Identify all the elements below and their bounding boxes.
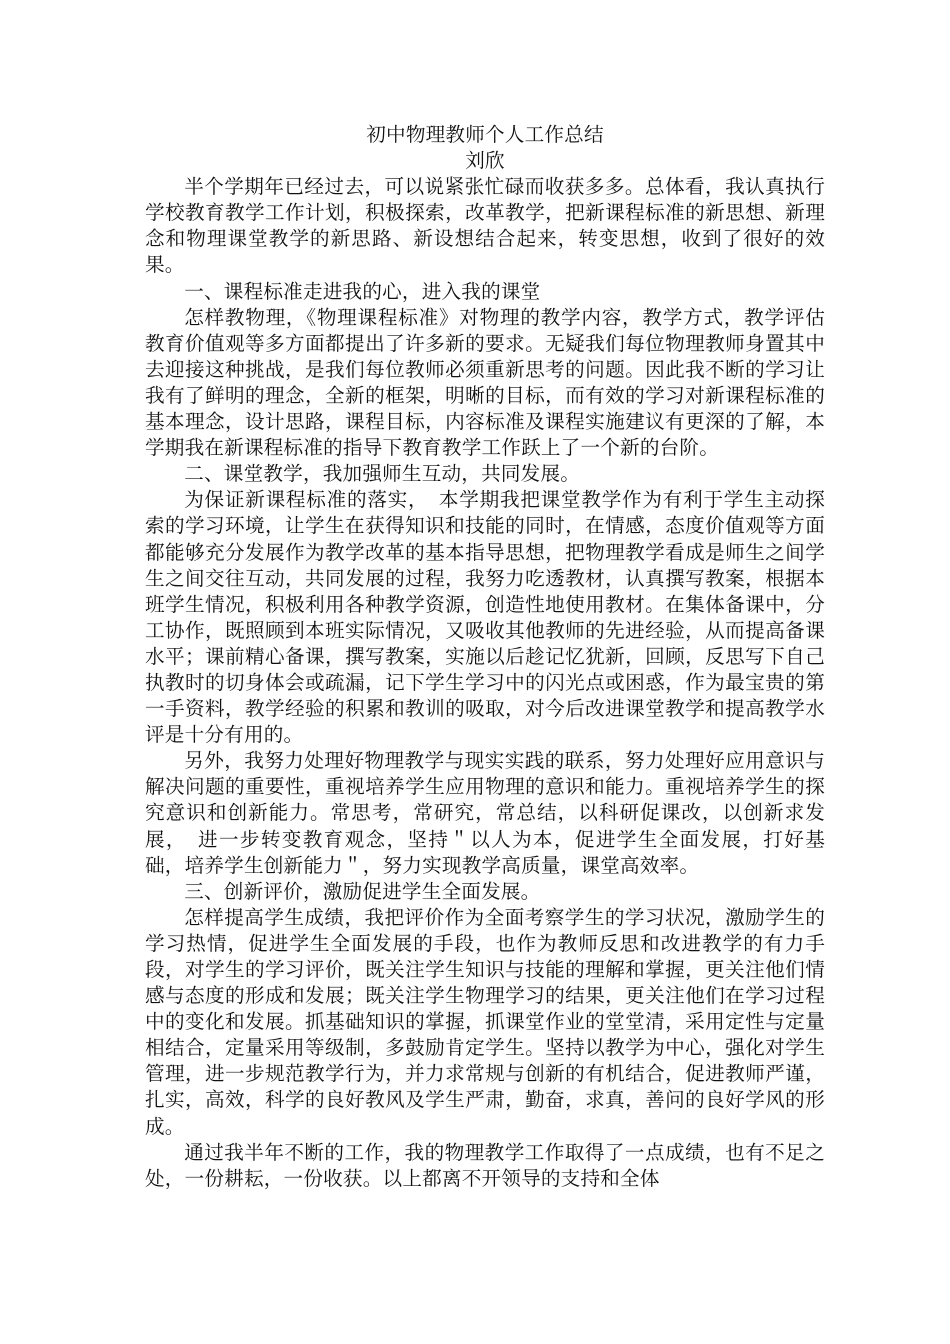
document-title: 初中物理教师个人工作总结 — [366, 123, 604, 146]
intro-paragraph: 半个学期年已经过去，可以说紧张忙碌而收获多多。总体看，我认真执行学校教育教学工作计划，积极探索，改革教学，把新课程标准的新思想、新理念和物理课堂教学的新思路、新设想结合起来，转变思想，收到了很好的效果。 — [145, 175, 825, 277]
document-page — [145, 122, 825, 1192]
section-3-paragraph: 怎样提高学生成绩，我把评价作为全面考察学生的学习状况，激励学生的学习热情，促进学生全面发展的手段，也作为教师反思和改进教学的有力手段，对学生的学习评价，既关注学生知识与技能的理解和掌握，更关注他们情感与态度的形成和发展；既关注学生物理学习的结果，更关注他们在学习过程中的变化和发展。抓基础知识的掌握，抓课堂作业的堂堂清，采用定性与定量相结合，定量采用等级制，多鼓励肯定学生。坚持以教学为中心，强化对学生管理，进一步规范教学行为，并力求常规与创新的有机结合，促进教师严谨，扎实，高效，科学的良好教风及学生严肃，勤奋，求真，善问的良好学风的形成。 — [145, 905, 825, 1138]
section-heading-1: 一、课程标准走进我的心，进入我的课堂 — [184, 279, 541, 303]
document-author: 刘欣 — [465, 149, 505, 173]
section-2-paragraph-1: 为保证新课程标准的落实， 本学期我把课堂教学作为有利于学生主动探索的学习环境，让学生在获得知识和技能的同时，在情感，态度价值观等方面都能够充分发展作为教学改革的基本指导思想，把物理教学看成是师生之间学生之间交往互动，共同发展的过程，我努力吃透教材，认真撰写教案，根据本班学生情况，积极利用各种教学资源，创造性地使用教材。在集体备课中，分工协作，既照顾到本班实际情况，又吸收其他教师的先进经验，从而提高备课水平；课前精心备课，撰写教案，实施以后趁记忆犹新，回顾，反思写下自己执教时的切身体会或疏漏，记下学生学习中的闪光点或困惑，作为最宝贵的第一手资料，教学经验的积累和教训的吸取，对今后改进课堂教学和提高教学水评是十分有用的。 — [145, 488, 825, 747]
section-1-paragraph: 怎样教物理，《物理课程标准》对物理的教学内容，教学方式，教学评估教育价值观等多方面都提出了许多新的要求。无疑我们每位物理教师身置其中去迎接这种挑战，是我们每位教师必须重新思考的问题。因此我不断的学习让我有了鲜明的理念，全新的框架，明晰的目标，而有效的学习对新课程标准的基本理念，设计思路，课程目标，内容标准及课程实施建议有更深的了解，本学期我在新课程标准的指导下教育教学工作跃上了一个新的台阶。 — [145, 305, 825, 460]
section-heading-2: 二、课堂教学，我加强师生互动，共同发展。 — [184, 462, 581, 486]
closing-paragraph: 通过我半年不断的工作，我的物理教学工作取得了一点成绩，也有不足之处，一份耕耘，一份收获。以上都离不开领导的支持和全体 — [145, 1140, 825, 1190]
section-heading-3: 三、创新评价，激励促进学生全面发展。 — [184, 879, 541, 903]
section-2-paragraph-2: 另外，我努力处理好物理教学与现实实践的联系，努力处理好应用意识与解决问题的重要性，重视培养学生应用物理的意识和能力。重视培养学生的探究意识和创新能力。常思考，常研究，常总结，以科研促课改，以创新求发展， 进一步转变教育观念，坚持＂以人为本，促进学生全面发展，打好基础，培养学生创新能力＂，努力实现教学高质量，课堂高效率。 — [145, 749, 825, 877]
